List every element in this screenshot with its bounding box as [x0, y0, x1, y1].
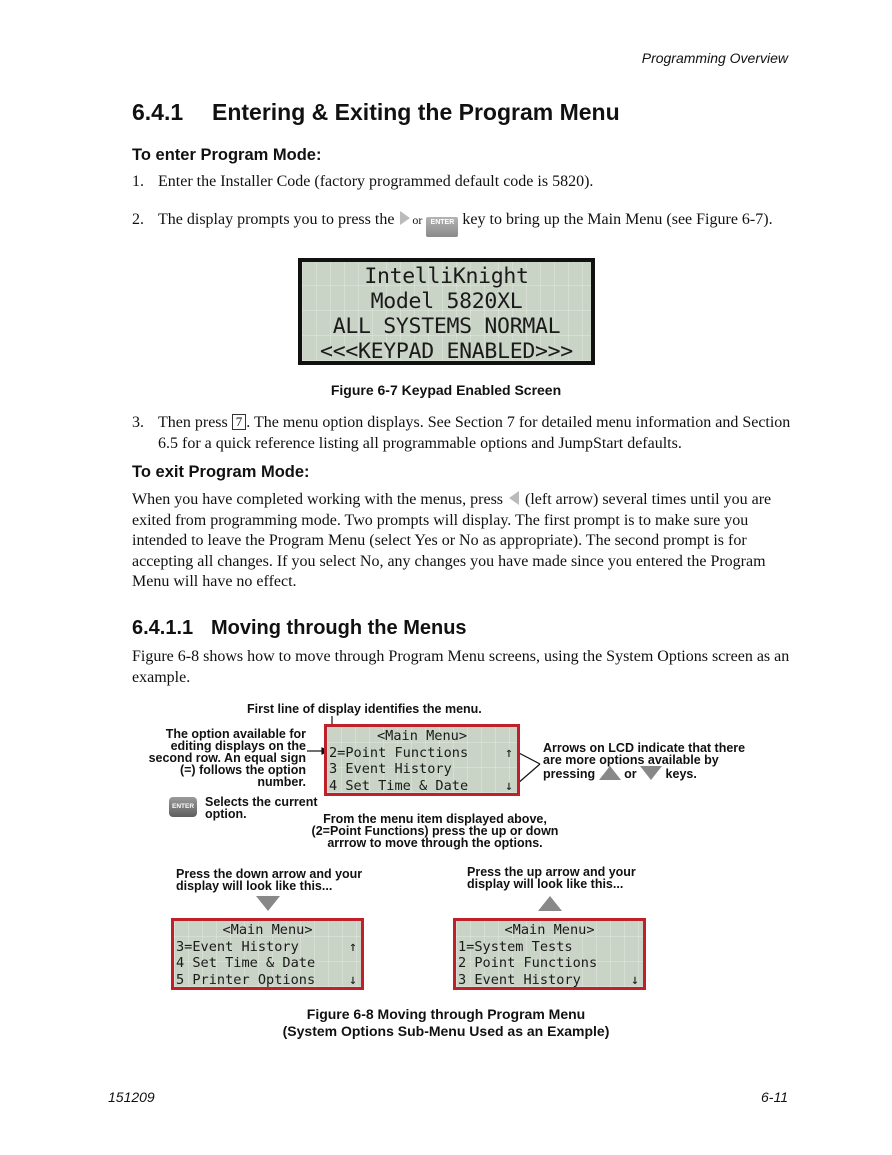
- key-7-icon: 7: [232, 414, 247, 430]
- section-title: Entering & Exiting the Program Menu: [212, 99, 620, 125]
- ann-option-available: The option available for editing displays on the second row. An equal sign (=) follows the option number.: [148, 727, 306, 789]
- lcd-row: <<<KEYPAD ENABLED>>>: [320, 339, 573, 364]
- step-2-text-before: The display prompts you to press the: [158, 211, 395, 228]
- main-menu-lcd: [324, 724, 520, 796]
- exit-text-after: (left arrow) several times until you are exited from programming mode. Two prompts will display. The first prompt is to make sure you intended to leave the Program Menu (select Yes or No as appropriate). The second prompt is for accepting all changes. If you select No, any changes you have made since you entered the Program Menu will have no effect.: [132, 491, 772, 590]
- ann-press-up: Press the up arrow and your display will look like this...: [467, 865, 636, 891]
- subsection-intro: Figure 6-8 shows how to move through Program Menu screens, using the System Options screen as an example.: [132, 648, 790, 686]
- down-arrow-key-icon: [640, 766, 662, 780]
- step-3-text-before: Then press: [158, 414, 228, 431]
- lcd-row: 4 Set Time & Date: [176, 955, 316, 971]
- up-arrow-key-icon: [538, 896, 562, 911]
- step-3-number: 3.: [132, 414, 144, 431]
- enter-key-icon: ENTER: [169, 797, 197, 817]
- enter-mode-heading: To enter Program Mode:: [132, 146, 322, 164]
- lcd-row: IntelliKnight: [364, 264, 529, 289]
- down-result-lcd: [171, 918, 364, 990]
- figure-6-8-caption: [0, 1006, 892, 1040]
- exit-text-before: When you have completed working with the menus, press: [132, 491, 504, 508]
- lcd-row: 3=Event History ↑: [176, 938, 357, 955]
- lcd-row: 2 Point Functions: [458, 955, 598, 971]
- step-2-number: 2.: [132, 211, 144, 228]
- lcd-row: <Main Menu>: [504, 922, 595, 938]
- down-arrow-indicator-icon: ↓: [348, 971, 357, 988]
- figure-6-8-caption-line1: Figure 6-8 Moving through Program Menu: [306, 1006, 586, 1022]
- subsection-number: 6.4.1.1: [132, 617, 194, 639]
- figure-6-8-caption-line2: (System Options Sub-Menu Used as an Example): [282, 1023, 610, 1039]
- down-arrow-indicator-icon: ↓: [504, 777, 513, 794]
- down-arrow-key-icon: [256, 896, 280, 911]
- lcd-row: <Main Menu>: [376, 728, 468, 744]
- enter-key-icon: ENTER: [426, 217, 458, 237]
- step-1-number: 1.: [132, 173, 144, 190]
- figure-6-7-caption: Figure 6-7 Keypad Enabled Screen: [330, 382, 562, 398]
- up-arrow-indicator-icon: ↑: [348, 938, 357, 955]
- lcd-row: 4 Set Time & Date ↓: [329, 777, 513, 794]
- running-header: Programming Overview: [641, 50, 788, 66]
- lcd-row: 3 Event History: [329, 761, 452, 777]
- step-2-text-after: key to bring up the Main Menu (see Figure 6-7).: [462, 211, 773, 228]
- or-word: or: [412, 213, 423, 227]
- lcd-row: <Main Menu>: [222, 922, 313, 938]
- step-1-text: Enter the Installer Code (factory programmed default code is 5820).: [158, 173, 594, 190]
- section-number: 6.4.1: [132, 99, 184, 125]
- lcd-row: Model 5820XL: [370, 289, 523, 314]
- ann-first-line: First line of display identifies the menu.: [247, 702, 482, 716]
- up-arrow-key-icon: [599, 766, 621, 780]
- lcd-row: 2=Point Functions ↑: [329, 744, 513, 761]
- ann-press-down: Press the down arrow and your display will look like this...: [176, 867, 363, 893]
- up-result-lcd: [453, 918, 646, 990]
- ann-selects: Selects the current option.: [205, 795, 318, 821]
- ann-arrows-lcd: Arrows on LCD indicate that there are more options available by pressing or keys.: [543, 741, 746, 781]
- up-arrow-indicator-icon: ↑: [504, 744, 513, 761]
- lcd-row: 3 Event History ↓: [458, 971, 639, 988]
- down-arrow-indicator-icon: ↓: [630, 971, 639, 988]
- lcd-row: 1=System Tests: [458, 938, 573, 955]
- lcd-row: 5 Printer Options ↓: [176, 971, 357, 988]
- subsection-title: Moving through the Menus: [211, 617, 467, 639]
- lcd-row: ALL SYSTEMS NORMAL: [332, 314, 561, 339]
- step-3-text-after: . The menu option displays. See Section 7 for detailed menu information and Section 6.5 for a quick reference listing all programmable options and JumpStart defaults.: [158, 414, 791, 452]
- footer-page-number: 6-11: [761, 1089, 788, 1105]
- ann-from-menu: From the menu item displayed above, (2=Point Functions) press the up or down arrrow to move through the options.: [311, 812, 559, 850]
- exit-mode-heading: To exit Program Mode:: [132, 463, 310, 481]
- footer-doc-number: 151209: [108, 1089, 155, 1105]
